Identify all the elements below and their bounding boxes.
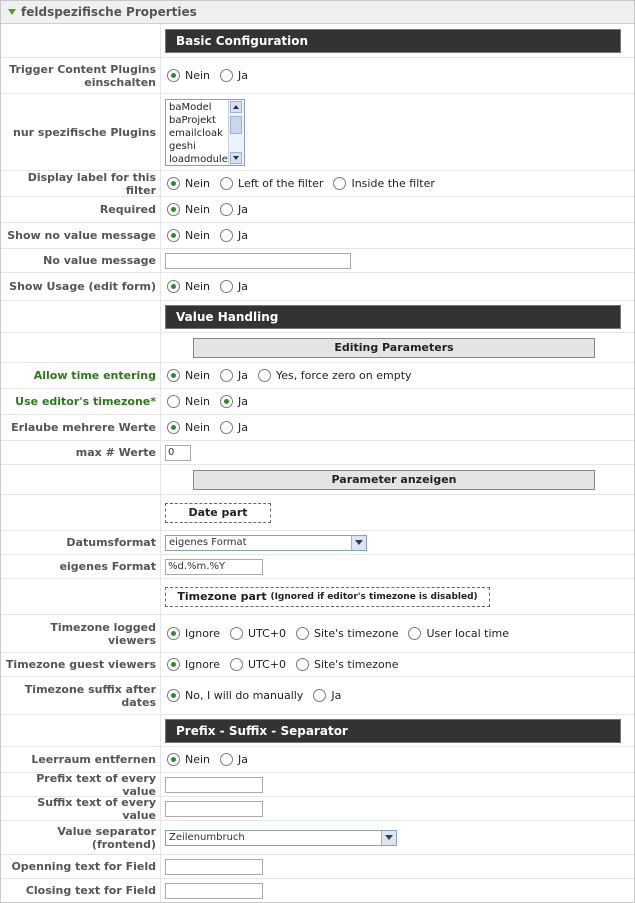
display-label-inside-radio[interactable] (333, 177, 346, 190)
date-format-select[interactable]: eigenes Format (165, 535, 367, 551)
label-required: Required (1, 197, 161, 222)
tz-guest-utc-radio[interactable] (230, 658, 243, 671)
trigger-plugins-ja-radio[interactable] (220, 69, 233, 82)
editor-tz-nein-radio[interactable] (167, 395, 180, 408)
chevron-down-icon[interactable] (381, 831, 396, 845)
multiple-values-nein-radio[interactable] (167, 421, 180, 434)
label-date-format: Datumsformat (1, 531, 161, 554)
label-editor-timezone: Use editor's timezone* (1, 389, 161, 414)
max-values-input[interactable]: 0 (165, 445, 191, 461)
value-separator-select[interactable]: Zeilenumbruch (165, 830, 397, 846)
label-prefix-text: Prefix text of every value (1, 773, 161, 796)
suffix-text-input[interactable] (165, 801, 263, 817)
section-prefix-suffix-separator: Prefix - Suffix - Separator (165, 719, 621, 743)
label-multiple-values: Erlaube mehrere Werte (1, 415, 161, 440)
trim-whitespace-nein-radio[interactable] (167, 753, 180, 766)
opening-text-input[interactable] (165, 859, 263, 875)
scroll-thumb[interactable] (230, 116, 242, 134)
tz-logged-ignore-radio[interactable] (167, 627, 180, 640)
tz-suffix-ja-radio[interactable] (313, 689, 326, 702)
tz-logged-utc-radio[interactable] (230, 627, 243, 640)
timezone-part-heading: Timezone part (Ignored if editor's timezone is disabled) (165, 587, 490, 607)
date-part-heading: Date part (165, 503, 271, 523)
show-no-value-nein-radio[interactable] (167, 229, 180, 242)
field-properties-panel: feldspezifische Properties Basic Configuration Trigger Content Plugins einschalten Nein Ja nur spezifische Plugins baModel baProjekt emailcloak geshi loadmodule Display label for this filter Nein Left of the filter Inside the filter Required Nein Ja Show no value message Nein Ja No value message Show Usage (edit form) Nein Ja Value Handling Editing Parameters Allow time entering Nein Ja Yes, force zero on empty Use editor's timezone* Nein Ja Erlaube mehrere Werte Nein Ja max # Werte 0 Parameter anzeigen Date part Datumsformat eigenes Format eigenes Format %d.%m.%Y Timezone part (Ignored if editor's timezone is disabled) Timezone logged viewers Ignore UTC+0 Site's timezone User local time Timezone guest viewers Ignore UTC+0 Site's timezone Timezone suffix after dates No, I will do manually Ja Prefix - Suffix - Separator Leerraum entfernen Nein Ja Prefix text of every value Suffix text of every value Value separator (frontend) Zeilenumbruch Openning text for Field Closing text for Field (0, 0, 635, 903)
label-display-label: Display label for this filter (1, 171, 161, 196)
list-item[interactable]: emailcloak (169, 127, 223, 139)
listbox-scrollbar[interactable] (228, 100, 244, 165)
editor-tz-ja-radio[interactable] (220, 395, 233, 408)
allow-time-ja-radio[interactable] (220, 369, 233, 382)
multiple-values-ja-radio[interactable] (220, 421, 233, 434)
label-custom-format: eigenes Format (1, 555, 161, 578)
label-tz-logged: Timezone logged viewers (1, 615, 161, 652)
label-trim-whitespace: Leerraum entfernen (1, 747, 161, 772)
tz-logged-user-local-radio[interactable] (408, 627, 421, 640)
subsection-display-parameters: Parameter anzeigen (193, 470, 595, 490)
chevron-down-icon[interactable] (351, 536, 366, 550)
tz-guest-ignore-radio[interactable] (167, 658, 180, 671)
list-item[interactable]: baModel (169, 101, 212, 113)
label-specific-plugins: nur spezifische Plugins (1, 94, 161, 170)
plugins-listbox[interactable] (165, 99, 245, 166)
label-trigger-plugins: Trigger Content Plugins einschalten (1, 58, 161, 93)
custom-format-input[interactable]: %d.%m.%Y (165, 559, 263, 575)
expand-triangle-icon[interactable] (8, 9, 16, 15)
label-tz-guest: Timezone guest viewers (1, 653, 161, 676)
label-tz-suffix: Timezone suffix after dates (1, 677, 161, 714)
label-show-usage: Show Usage (edit form) (1, 273, 161, 300)
show-usage-nein-radio[interactable] (167, 280, 180, 293)
tz-suffix-no-radio[interactable] (167, 689, 180, 702)
label-opening-text: Openning text for Field (1, 855, 161, 878)
closing-text-input[interactable] (165, 883, 263, 899)
label-suffix-text: Suffix text of every value (1, 797, 161, 820)
prefix-text-input[interactable] (165, 777, 263, 793)
display-label-left-radio[interactable] (220, 177, 233, 190)
panel-title: feldspezifische Properties (21, 5, 197, 19)
scroll-up-icon[interactable] (230, 101, 242, 113)
list-item[interactable]: geshi (169, 140, 196, 152)
list-item[interactable]: loadmodule (169, 153, 228, 165)
show-usage-ja-radio[interactable] (220, 280, 233, 293)
section-basic-configuration: Basic Configuration (165, 29, 621, 53)
label-value-separator: Value separator (frontend) (1, 821, 161, 854)
label-no-value-message: No value message (1, 249, 161, 272)
tz-logged-site-radio[interactable] (296, 627, 309, 640)
show-no-value-ja-radio[interactable] (220, 229, 233, 242)
tz-guest-site-radio[interactable] (296, 658, 309, 671)
scroll-down-icon[interactable] (230, 152, 242, 164)
list-item[interactable]: baProjekt (169, 114, 216, 126)
panel-header[interactable] (1, 1, 634, 24)
allow-time-nein-radio[interactable] (167, 369, 180, 382)
required-ja-radio[interactable] (220, 203, 233, 216)
no-value-message-input[interactable] (165, 253, 351, 269)
subsection-editing-parameters: Editing Parameters (193, 338, 595, 358)
display-label-nein-radio[interactable] (167, 177, 180, 190)
trigger-plugins-nein-radio[interactable] (167, 69, 180, 82)
label-show-no-value: Show no value message (1, 223, 161, 248)
label-max-values: max # Werte (1, 441, 161, 464)
section-value-handling: Value Handling (165, 305, 621, 329)
label-allow-time: Allow time entering (1, 363, 161, 388)
allow-time-force-zero-radio[interactable] (258, 369, 271, 382)
label-closing-text: Closing text for Field (1, 879, 161, 902)
trim-whitespace-ja-radio[interactable] (220, 753, 233, 766)
required-nein-radio[interactable] (167, 203, 180, 216)
